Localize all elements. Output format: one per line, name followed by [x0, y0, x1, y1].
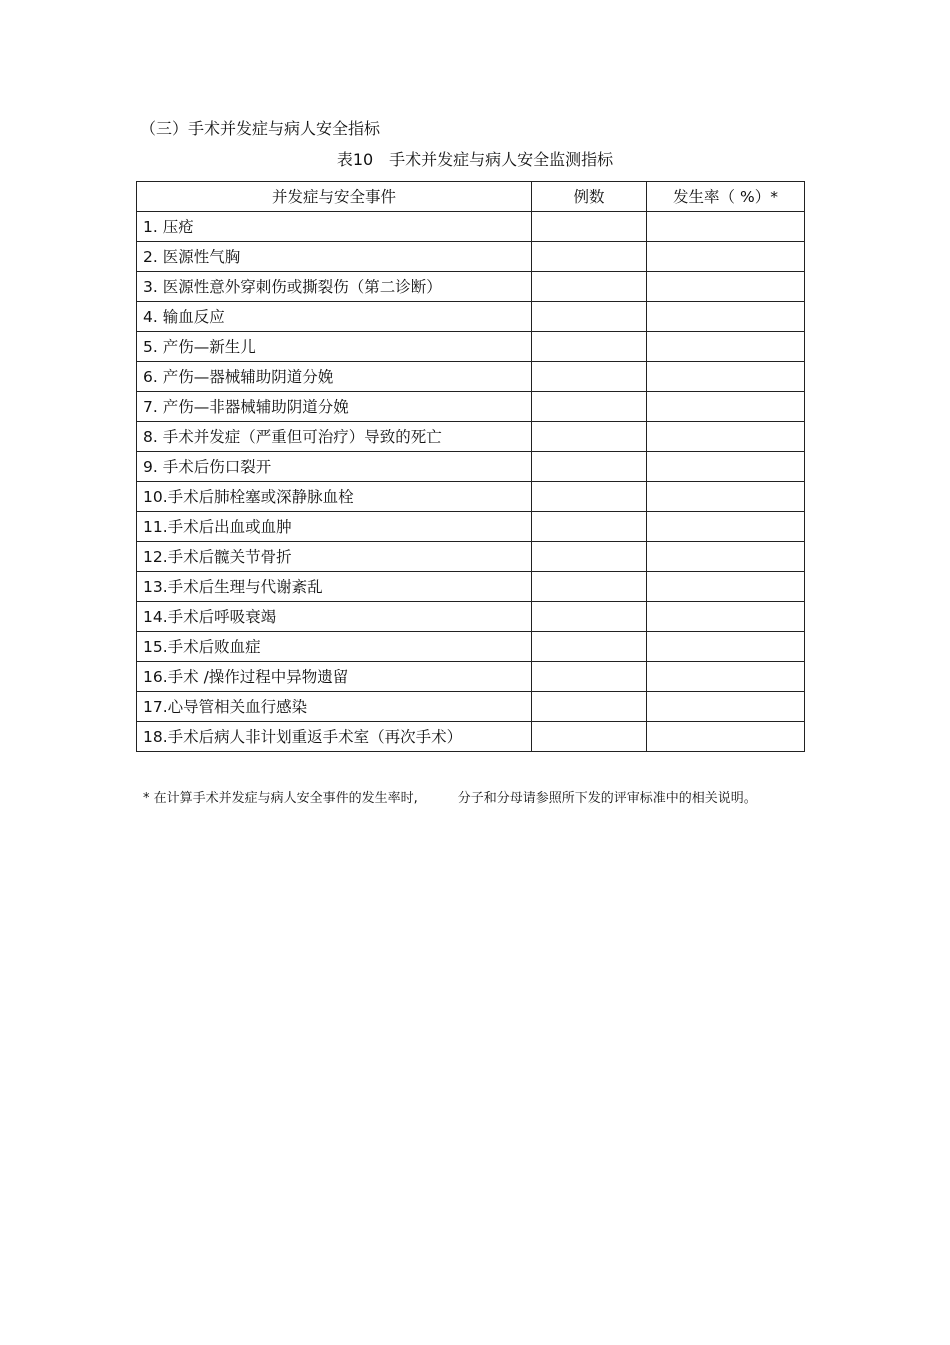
rate-cell[interactable] [647, 692, 805, 722]
footnote-part-1: * 在计算手术并发症与病人安全事件的发生率时, [143, 791, 418, 806]
event-cell: 8. 手术并发症（严重但可治疗）导致的死亡 [137, 422, 532, 452]
table-row [137, 362, 805, 392]
event-cell: 5. 产伤—新生儿 [137, 332, 532, 362]
rate-cell[interactable] [647, 482, 805, 512]
count-cell[interactable] [532, 422, 647, 452]
table-body [137, 212, 805, 752]
table-row [137, 632, 805, 662]
table-row [137, 272, 805, 302]
count-cell[interactable] [532, 512, 647, 542]
rate-cell[interactable] [647, 212, 805, 242]
table-row [137, 422, 805, 452]
table-row [137, 242, 805, 272]
count-cell[interactable] [532, 272, 647, 302]
rate-cell[interactable] [647, 602, 805, 632]
table-row [137, 602, 805, 632]
count-cell[interactable] [532, 692, 647, 722]
event-cell: 6. 产伤—器械辅助阴道分娩 [137, 362, 532, 392]
indicator-table [136, 181, 805, 752]
event-cell: 15.手术后败血症 [137, 632, 532, 662]
table-row [137, 302, 805, 332]
count-cell[interactable] [532, 452, 647, 482]
table-row [137, 662, 805, 692]
footnote [143, 789, 803, 809]
rate-cell[interactable] [647, 632, 805, 662]
event-cell: 14.手术后呼吸衰竭 [137, 602, 532, 632]
count-cell[interactable] [532, 362, 647, 392]
rate-cell[interactable] [647, 572, 805, 602]
table-caption: 表10 手术并发症与病人安全监测指标 [336, 150, 614, 169]
rate-cell[interactable] [647, 422, 805, 452]
event-cell: 10.手术后肺栓塞或深静脉血栓 [137, 482, 532, 512]
table-row [137, 512, 805, 542]
event-cell: 4. 输血反应 [137, 302, 532, 332]
header-count: 例数 [532, 182, 647, 212]
event-cell: 17.心导管相关血行感染 [137, 692, 532, 722]
table-row [137, 212, 805, 242]
count-cell[interactable] [532, 482, 647, 512]
rate-cell[interactable] [647, 302, 805, 332]
event-cell: 9. 手术后伤口裂开 [137, 452, 532, 482]
count-cell[interactable] [532, 602, 647, 632]
event-cell: 16.手术 /操作过程中异物遗留 [137, 662, 532, 692]
event-cell: 1. 压疮 [137, 212, 532, 242]
table-row [137, 482, 805, 512]
rate-cell[interactable] [647, 242, 805, 272]
section-heading: （三）手术并发症与病人安全指标 [140, 119, 381, 138]
rate-cell[interactable] [647, 722, 805, 752]
footnote-part-2: 分子和分母请参照所下发的评审标准中的相关说明。 [457, 791, 757, 806]
event-cell: 3. 医源性意外穿刺伤或撕裂伤（第二诊断） [137, 272, 532, 302]
count-cell[interactable] [532, 212, 647, 242]
event-cell: 11.手术后出血或血肿 [137, 512, 532, 542]
table-row [137, 572, 805, 602]
count-cell[interactable] [532, 392, 647, 422]
rate-cell[interactable] [647, 542, 805, 572]
count-cell[interactable] [532, 632, 647, 662]
count-cell[interactable] [532, 542, 647, 572]
rate-cell[interactable] [647, 332, 805, 362]
event-cell: 18.手术后病人非计划重返手术室（再次手术） [137, 722, 532, 752]
table-row [137, 332, 805, 362]
count-cell[interactable] [532, 302, 647, 332]
rate-cell[interactable] [647, 392, 805, 422]
table-header-row [137, 182, 805, 212]
count-cell[interactable] [532, 332, 647, 362]
event-cell: 12.手术后髋关节骨折 [137, 542, 532, 572]
rate-cell[interactable] [647, 662, 805, 692]
table-row [137, 692, 805, 722]
rate-cell[interactable] [647, 452, 805, 482]
rate-cell[interactable] [647, 272, 805, 302]
event-cell: 2. 医源性气胸 [137, 242, 532, 272]
event-cell: 7. 产伤—非器械辅助阴道分娩 [137, 392, 532, 422]
event-cell: 13.手术后生理与代谢紊乱 [137, 572, 532, 602]
table-row [137, 722, 805, 752]
table-row [137, 392, 805, 422]
header-rate: 发生率（ %）* [647, 182, 805, 212]
table-row [137, 452, 805, 482]
rate-cell[interactable] [647, 362, 805, 392]
rate-cell[interactable] [647, 512, 805, 542]
count-cell[interactable] [532, 722, 647, 752]
table-row [137, 542, 805, 572]
count-cell[interactable] [532, 662, 647, 692]
count-cell[interactable] [532, 242, 647, 272]
count-cell[interactable] [532, 572, 647, 602]
header-event: 并发症与安全事件 [137, 182, 532, 212]
